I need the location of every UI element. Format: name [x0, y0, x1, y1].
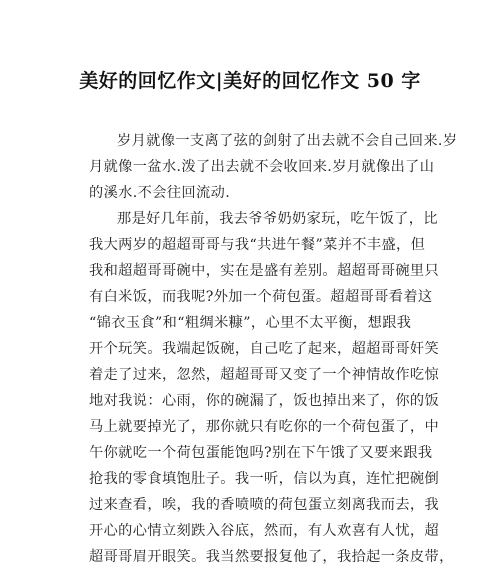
- paragraph-line: 岁月就像一支离了弦的剑射了出去就不会自己回来.岁: [117, 133, 458, 149]
- paragraph-line: 开心的心情立刻跌入谷底，然而，有人欢喜有人忧，超: [89, 523, 440, 539]
- paragraph-line: 马上就要掉光了，那你就只有吃你的一个荷包蛋了，中: [89, 419, 440, 435]
- paragraph-line: 过来查看，唉，我的香喷喷的荷包蛋立刻离我而去，我: [89, 497, 440, 513]
- paragraph-line: 月就像一盆水.泼了出去就不会收回来.岁月就像出了山: [89, 159, 435, 175]
- document-title: 美好的回忆作文|美好的回忆作文 50 字: [79, 70, 421, 92]
- document-body: [89, 128, 458, 570]
- paragraph-line: 超哥哥眉开眼笑。我当然要报复他了，我拾起一条皮带，: [89, 549, 454, 565]
- paragraph-line: 着走了过来，忽然，超超哥哥又变了一个神情故作吃惊: [89, 367, 440, 383]
- paragraph-line: 的溪水.不会往回流动.: [89, 185, 231, 201]
- paragraph-line: 午你就吃一个荷包蛋能饱吗?别在下午饿了又要来跟我: [89, 445, 433, 461]
- paragraph-line: 我和超超哥哥碗中，实在是盛有差别。超超哥哥碗里只: [89, 263, 440, 279]
- paragraph-line: 开个玩笑。我端起饭碗，自己吃了起来，超超哥哥奸笑: [89, 341, 440, 357]
- paragraph-line: “锦衣玉食”和“粗绸米糠”，心里不太平衡，想跟我: [89, 315, 412, 331]
- paragraph-line: 抢我的零食填饱肚子。我一听，信以为真，连忙把碗倒: [89, 471, 440, 487]
- paragraph-line: 有白米饭，而我呢?外加一个荷包蛋。超超哥哥看着这: [89, 289, 433, 305]
- paragraph-line: 地对我说：心雨，你的碗漏了，饭也掉出来了，你的饭: [89, 393, 440, 409]
- paragraph-line: 那是好几年前，我去爷爷奶奶家玩，吃午饭了，比: [117, 211, 438, 227]
- paragraph-line: 我大两岁的超超哥哥与我“共进午餐”菜并不丰盛，但: [89, 237, 426, 253]
